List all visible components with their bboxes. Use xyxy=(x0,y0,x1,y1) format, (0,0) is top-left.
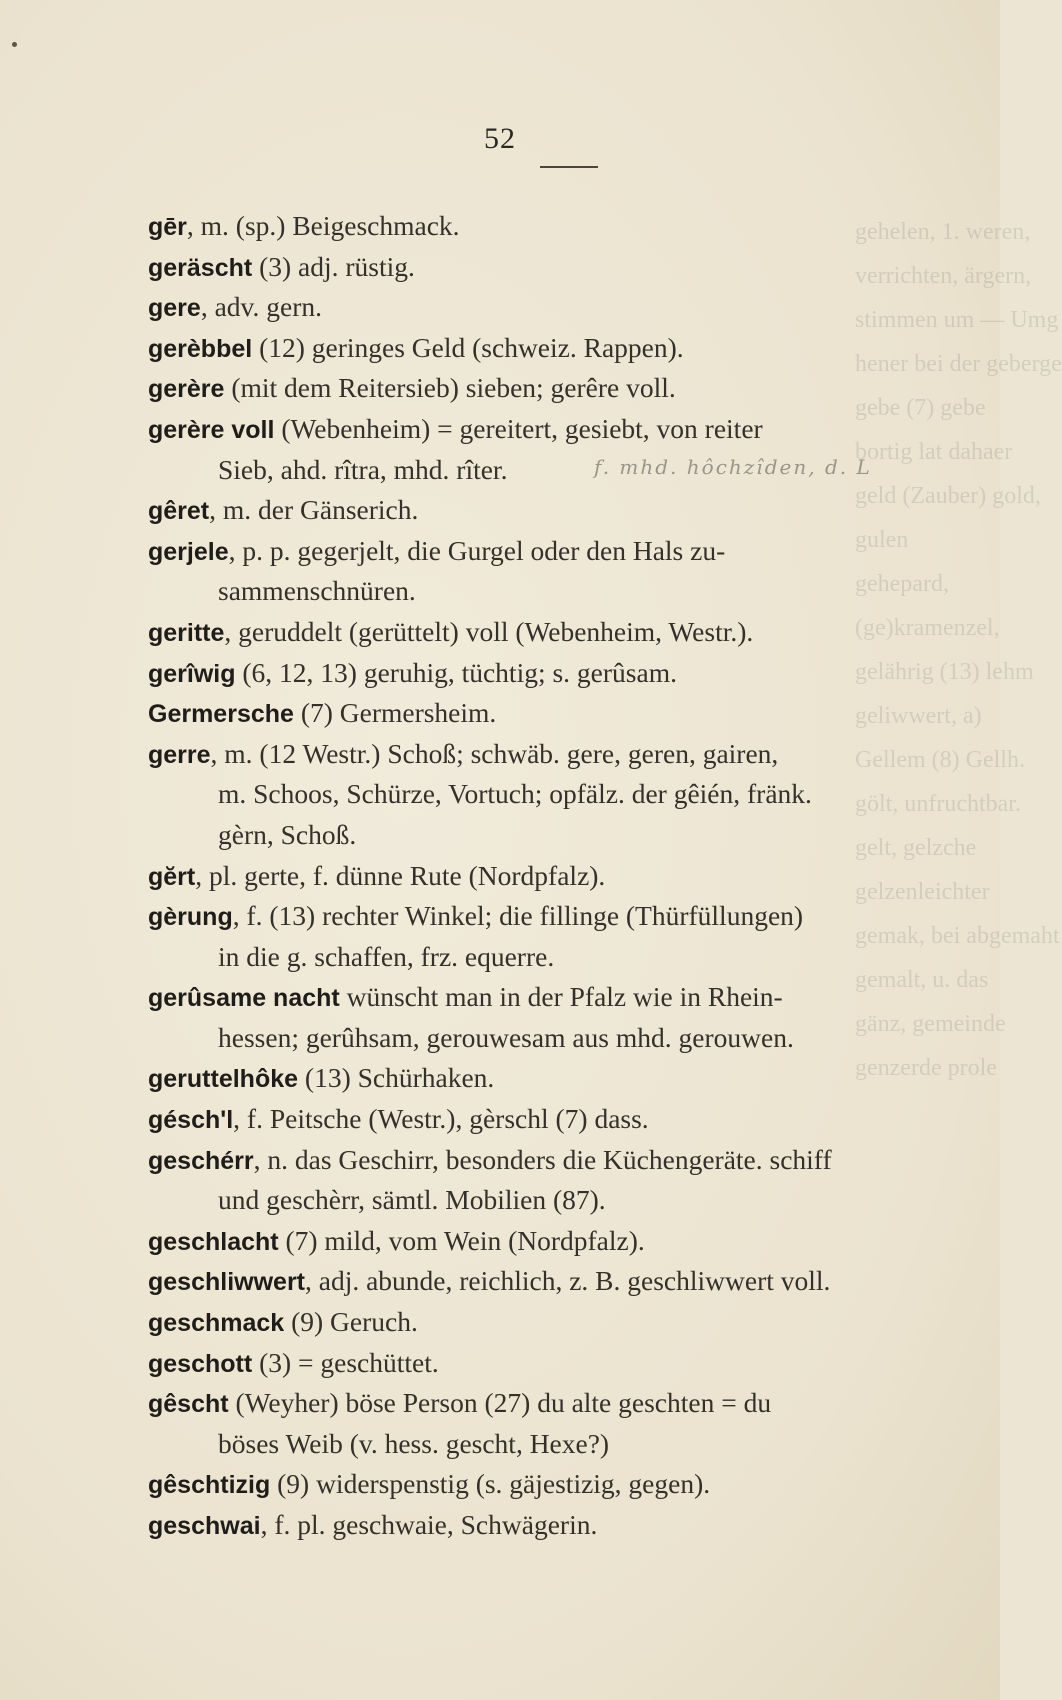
entry-line xyxy=(148,896,978,937)
entry-headword: gerère voll xyxy=(148,415,275,444)
entry-line xyxy=(148,1058,978,1099)
entry-definition: m. Schoos, Schürze, Vortuch; opfälz. der gêién, fränk. xyxy=(218,778,812,810)
entry-definition: Sieb, ahd. rîtra, mhd. rîter. xyxy=(218,453,508,485)
entry-definition: (13) Schürhaken. xyxy=(298,1062,495,1094)
entry-headword: geschlacht xyxy=(148,1227,279,1256)
entry-headword: geritte xyxy=(148,618,225,647)
entry-line xyxy=(148,1261,978,1302)
margin-speck xyxy=(12,42,17,47)
entry-definition: , adj. abunde, reichlich, z. B. geschliwwert voll. xyxy=(305,1265,831,1297)
entry-continuation-line xyxy=(148,937,978,978)
entry-headword: gerre xyxy=(148,740,211,769)
entry-continuation-line xyxy=(148,1424,978,1465)
entry-headword: gēr xyxy=(148,213,187,241)
page-number-rule xyxy=(540,166,598,168)
entry-definition: (7) Germersheim. xyxy=(293,697,497,729)
entry-line xyxy=(148,653,978,694)
entry-definition: , geruddelt (gerüttelt) voll (Webenheim, Westr.). xyxy=(224,615,754,647)
entry-definition: und geschèrr, sämtl. Mobilien (87). xyxy=(218,1184,606,1216)
entry-definition: , f. pl. geschwaie, Schwägerin. xyxy=(260,1509,598,1540)
entry-headword: gêschtizig xyxy=(148,1471,271,1500)
entry-line xyxy=(148,531,978,572)
entry-definition: (3) adj. rüstig. xyxy=(252,250,415,282)
entry-line xyxy=(148,693,978,734)
entry-headword: gerîwig xyxy=(148,659,236,688)
entry-definition: (Weyher) böse Person (27) du alte geschten = du xyxy=(228,1387,772,1419)
entry-headword: gere xyxy=(148,294,201,323)
entry-definition: , m. (sp.) Beigeschmack. xyxy=(186,210,460,241)
entry-definition: böses Weib (v. hess. gescht, Hexe?) xyxy=(218,1427,610,1459)
entry-headword: gésch'l xyxy=(148,1106,234,1135)
entry-definition: , adv. gern. xyxy=(200,291,322,323)
entry-line xyxy=(148,856,978,897)
entry-definition: sammenschnüren. xyxy=(218,575,416,607)
entry-headword: gerjele xyxy=(148,537,229,566)
entry-definition: , f. Peitsche (Westr.), gèrschl (7) dass. xyxy=(233,1103,649,1135)
entry-headword: geschott xyxy=(148,1349,253,1378)
dictionary-entries xyxy=(148,206,978,1546)
entry-headword: geschliwwert xyxy=(148,1268,305,1297)
entry-continuation-line xyxy=(148,571,978,612)
entry-line xyxy=(148,1505,978,1546)
entry-line xyxy=(148,1343,978,1384)
entry-line xyxy=(148,247,978,288)
entry-line xyxy=(148,1221,978,1262)
entry-definition: hessen; gerûhsam, gerouwesam aus mhd. gerouwen. xyxy=(218,1021,794,1053)
entry-definition: (3) = geschüttet. xyxy=(252,1346,439,1378)
entry-headword: gêscht xyxy=(148,1390,229,1419)
pencil-annotation: f. mhd. hôchzîden, d. L xyxy=(594,455,872,479)
entry-headword: gĕrt xyxy=(148,862,196,891)
entry-definition: gèrn, Schoß. xyxy=(218,818,357,850)
entry-continuation-line xyxy=(148,1018,978,1059)
page-number: 52 xyxy=(484,122,516,155)
entry-definition: (Webenheim) = gereitert, gesiebt, von reiter xyxy=(274,412,763,444)
entry-headword: geruttelhôke xyxy=(148,1065,299,1094)
entry-definition: , p. p. gegerjelt, die Gurgel oder den Hals zu- xyxy=(228,534,726,566)
entry-definition: (12) geringes Geld (schweiz. Rappen). xyxy=(252,331,684,363)
entry-line xyxy=(148,1140,978,1181)
entry-continuation-line xyxy=(148,1180,978,1221)
entry-line xyxy=(148,490,978,531)
entry-definition: wünscht man in der Pfalz wie in Rhein- xyxy=(339,981,783,1013)
entry-line xyxy=(148,1302,978,1343)
entry-definition: (7) mild, vom Wein (Nordpfalz). xyxy=(278,1224,645,1256)
entry-line xyxy=(148,328,978,369)
entry-headword: gerère xyxy=(148,375,225,404)
entry-definition: (9) Geruch. xyxy=(284,1306,418,1338)
entry-headword: geschwai xyxy=(148,1512,261,1540)
entry-definition: , f. (13) rechter Winkel; die fillinge (Thürfüllungen) xyxy=(232,900,804,932)
entry-line xyxy=(148,1464,978,1505)
entry-headword: Germersche xyxy=(148,700,294,729)
entry-line xyxy=(148,612,978,653)
entry-definition: in die g. schaffen, frz. equerre. xyxy=(218,940,555,972)
entry-definition: , m. der Gänserich. xyxy=(209,494,419,526)
entry-continuation-line xyxy=(148,815,978,856)
entry-definition: , n. das Geschirr, besonders die Küchengeräte. schiff xyxy=(253,1143,832,1175)
entry-headword: gerûsame nacht xyxy=(148,984,340,1013)
entry-line xyxy=(148,977,978,1018)
entry-line xyxy=(148,1099,978,1140)
entry-definition: (6, 12, 13) geruhig, tüchtig; s. gerûsam. xyxy=(235,656,677,688)
entry-line xyxy=(148,734,978,775)
entry-headword: gerèbbel xyxy=(148,334,253,363)
entry-line xyxy=(148,1383,978,1424)
entry-headword: gèrung xyxy=(148,903,233,932)
entry-definition: (mit dem Reitersieb) sieben; gerêre voll. xyxy=(224,372,676,404)
entry-line xyxy=(148,206,978,247)
bleed-through-text: gehelen, 1. weren, verrichten, ärgern, stimmen um — Umg hener bei der geberge gebe (7) gebe bortig lat dahaer geld (Zauber) gold, gulen gehepard, (ge)kramenzel, gelährig (13) lehm geliwwert, a) Gellem (8) Gellh. gölt, unfruchtbar. gelt, gelzche gelzenleichter gemak, bei abgemaht gemalt, u. das gänz, gemeinde genzerde prole xyxy=(855,219,1062,1081)
entry-headword: geschmack xyxy=(148,1309,285,1338)
entry-continuation-line xyxy=(148,450,978,491)
entry-definition: (9) widerspenstig (s. gäjestizig, gegen). xyxy=(270,1468,711,1500)
entry-definition: , pl. gerte, f. dünne Rute (Nordpfalz). xyxy=(195,859,606,891)
entry-headword: geräscht xyxy=(148,253,253,282)
entry-line xyxy=(148,368,978,409)
entry-headword: geschérr xyxy=(148,1146,254,1175)
entry-definition: , m. (12 Westr.) Schoß; schwäb. gere, geren, gairen, xyxy=(210,737,779,769)
entry-headword: gêret xyxy=(148,497,210,526)
entry-line xyxy=(148,287,978,328)
entry-continuation-line xyxy=(148,774,978,815)
entry-line xyxy=(148,409,978,450)
